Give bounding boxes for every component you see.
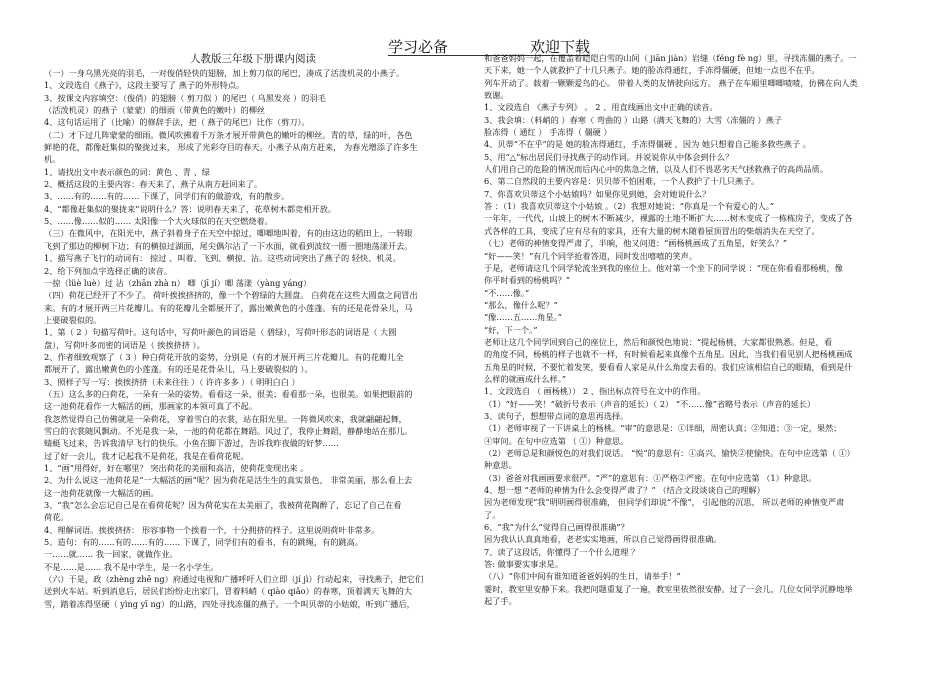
text-line: “像……五……角星。” — [484, 312, 562, 323]
text-line: 1、请找出文中表示颜色的词：黄色 、青 、绿 — [44, 166, 210, 177]
text-line: 一掠（lüè luè）过 沾（zhān zhà n） 唧（jī jí）唧 荡漾（yàng yáng） — [44, 277, 312, 288]
text-line: （一）一身乌黑光亮的羽毛，一对俊俏轻快的翅膀，加上剪刀似的尾巴，凑成了活泼机灵的小燕子。 — [44, 68, 405, 78]
text-line: 种意思。 — [484, 460, 517, 471]
text-line: 你平时看到的杨桃吗？” — [484, 275, 571, 286]
text-line: 起了手。 — [484, 596, 517, 607]
text-line: 1、文段选自《燕子》，这段主要写了 燕子的外形特点。 — [44, 80, 245, 91]
text-line: 5、造句：有的……有的……有的…… 下课了，同学们有的看书，有的跳绳，有的跳高。 — [44, 537, 363, 548]
text-line: （三）在微风中，在阳光中，燕子斜着身子在天空中掠过，唧唧地叫着，有的由这边的稻田上，一转眼 — [44, 228, 413, 239]
text-line: 4、想一想 “老师的神情为什么会变得严肃了？” （结合文段谈谈自己的理解） — [484, 485, 765, 496]
header-left-text: 学习必备 — [388, 38, 449, 56]
text-line: 上要破裂似的。 — [44, 314, 102, 325]
text-line: 4、贝蒂“不在乎”的是 她的脸冻得通红，手冻得僵硬 ，因为 她只想着自己能多救些燕子 。 — [484, 139, 811, 150]
text-line: （七）老师的神情变得严肃了，半晌，他又问道：“画杨桃画成了五角星，好笑么？” — [484, 238, 788, 249]
text-line: 5、……像……似的…… 太阳像一个大火球似的在天空燃烧着。 — [44, 216, 273, 227]
text-line: （1）老师审视了一下讲桌上的杨桃。“审”的意思是：①详细，周密认真；②知道；③一定，果然； — [484, 423, 842, 434]
text-line: 五角星的时候，不要忙着发笑，要看看人家是从什么角度去看的。我们应该相信自己的眼睛，看到是什 — [484, 361, 853, 372]
text-line: 1、“画”用得好，好在哪里？ 突出荷花的美丽和高洁，使荷花变现出来 。 — [44, 463, 309, 473]
text-line: （活泼机灵）的燕子（蒙蒙）的细雨（带黄色的嫩叶）的柳丝 — [44, 105, 266, 116]
text-line: （3）爸爸对我画画要求很严。“严”的意思有：①严格②严密。在句中应选第 （1）种意思。 — [484, 472, 817, 483]
right-column — [484, 52, 902, 670]
text-line: 都展开了，露出嫩黄色的小莲蓬。有的还是花骨朵儿，马上要破裂似的 ）。 — [44, 364, 313, 375]
text-line: 和爸爸妈妈一起，在覆盖着皑皑白雪的山间（ jiān jiàn）岩缝（féng fè ng）里，寻找冻僵的燕子。一 — [484, 53, 857, 63]
text-line: 过了好一会儿，我才记起我不是荷花，我是在看荷花呢。 — [44, 450, 249, 461]
text-line: “好——笑！”有几个同学抢着答道，同时发出嘻嘻的笑声。 — [484, 250, 698, 261]
text-line: 一……就…… 我一回家，就做作业。 — [44, 549, 178, 560]
text-line: （五）这么多的白荷花，一朵有一朵的姿势。看看这一朵，很美；看看那一朵，也很美。如果把眼前的 — [44, 388, 413, 399]
text-line: 答 ：（1）我喜欢贝蒂这个小姑娘 。（2）我想对她说：“你真是一个有爱心的人。” — [484, 201, 775, 212]
text-line: 1、描写燕子飞行的动词有： 掠过 、叫着、飞到、横掠、沾。这些动词突出了燕子的 轻快、机灵。 — [44, 253, 401, 264]
text-line: （六）于是，政（zhèng zhē ng）府通过电视和广播呼吁人们立即（jí jì）行动起来，寻找燕子，把它们 — [44, 574, 424, 585]
text-line: 一年年，一代代，山坡上的树木不断减少，裸露的土地不断扩大……树木变成了一栋栋房子，变成了各 — [484, 213, 853, 224]
text-line: （二）才下过几阵蒙蒙的细雨。微风吹拂着千万条才展开带黄色的嫩叶的柳丝。青的草，绿的叶，各色 — [44, 129, 413, 140]
text-line: （2）老师总是和颜悦色的对我们说话。 “悦”的意思有：①高兴、愉快②使愉快。在句中应选第（ ①） — [484, 448, 855, 458]
text-line: 3、……有的……有的…… 下课了，同学们有的做游戏，有的散步。 — [44, 191, 290, 202]
text-line: 6、第二自然段的主要内容是：贝贝蒂不怕困难，一个人救护了十几只燕子。 — [484, 176, 760, 187]
text-line: 3、按课文内容填空：（俊俏）的翅膀（ 剪刀似 ）的尾巴（ 乌黑发亮 ）的羽毛 — [44, 92, 326, 103]
text-line: 飞到了那边的柳树下边；有的横掠过湖面，尾尖偶尔沾了一下水面，就看到波纹一圈一圈地荡漾开去。 — [44, 240, 413, 251]
text-line: ④审问。在句中应选第 （ ①）种意思。 — [484, 435, 629, 446]
document-title: 人教版三年级下册课内阅读 — [190, 53, 316, 65]
text-line: 这一池荷花看作一大幅活的画，那画家的本领可真了不起。 — [44, 401, 257, 412]
text-line: 盘），写荷叶多而密的词语是（ 挨挨挤挤 ）。 — [44, 339, 205, 350]
text-line: 2、给下列加点字选择正确的读音。 — [44, 265, 173, 276]
text-line: 2、为什么说这一池荷花是“一大幅活的画”呢？因为荷花是活生生的真实景色， 非常美丽，那么看上去 — [44, 475, 413, 486]
text-line: 7、你喜欢贝蒂这个小姑娘吗？如果你见到她，会对她说什么？ — [484, 188, 711, 199]
text-line: 5、用“△”标出居民们寻找燕子的动作词。并说说你从中体会到什么？ — [484, 151, 734, 162]
text-line: 答: 做事要实事求是。 — [484, 559, 564, 570]
text-line: 致谢。 — [484, 90, 509, 101]
text-line: 机。 — [44, 154, 61, 165]
text-line: （1）“好——笑！”破折号表示（声音的延长）（ 2） “不……像”省略号表示（声音的延长） — [484, 398, 816, 409]
text-line: 鲜艳的花，都像赶集似的聚拢过来， 形成了光彩夺目的春天。小燕子从南方赶来， 为春光增添了许多生 — [44, 142, 418, 153]
text-line: 3、照样子写一写：挨挨挤挤（未来往往 ）（ 许许多多 ）（ 明明白白 ） — [44, 376, 300, 387]
text-line: 送到火车站。听到消息后，居民们纷纷走出家门，冒着料峭（ qiào qiǎo）的春寒，顶着满天飞舞的大 — [44, 586, 413, 597]
text-line: “那么，像什么呢？” — [484, 299, 558, 310]
text-line: 霎时，教室里安静下来。我把问题重复了一遍，教室里依然很安静。过了一会儿，几位女同学沉静地举 — [484, 583, 853, 594]
text-line: 4、“都像赶集似的聚拢来”说明什么？答：说明春天来了，花草树木都竞相开放。 — [44, 203, 336, 214]
text-line: 我忽然觉得自己仿佛就是一朵荷花， 穿着雪白的衣裳，站在阳光里。一阵微风吹来，我就翩翩起舞， — [44, 413, 407, 424]
text-line: 荷花。 — [44, 512, 69, 523]
text-line: 因为我认认真真地看，老老实实地画，所以自己觉得画得很准确。 — [484, 534, 722, 545]
text-line: 4、理解词语。挨挨挤挤： 形容事物一个挨着一个，十分拥挤的样子。这里说明荷叶非常多。 — [44, 524, 380, 535]
text-line: 式各样的工具，变成了应有尽有的家具，还有大量的树木随着屋顶冒出的柴烟消失在天空了。 — [484, 225, 820, 236]
text-line: 雪，踏着冻得坚硬（ yìng yī ng）的山路，四处寻找冻僵的燕子。一个叫贝蒂的小姑娘，听到广播后， — [44, 598, 415, 609]
text-line: 脸冻得（ 通红 ） 手冻得（ 僵硬 ） — [484, 127, 612, 138]
text-line: 么样的就画成什么样。” — [484, 373, 566, 384]
text-line: 老师让这几个同学回到自己的座位上，然后和颜悦色地说：“提起杨桃，大家都很熟悉。但是，看 — [484, 336, 833, 347]
text-line: 天下来，她一个人就救护了十几只燕子。她的脸冻得通红，手冻得僵硬，但她一点也不在乎。 — [484, 65, 820, 76]
text-line: 蜻蜓飞过来，告诉我清早飞行的快乐。小鱼在脚下游过，告诉我昨夜做的好梦…… — [44, 438, 339, 449]
text-line: 的角度不同，杨桃的样子也就不一样，有时候看起来真像个五角星。因此，当我们看见别人把杨桃画成 — [484, 349, 853, 360]
text-line: 来。有的才展开两三片花瓣儿。有的花瓣儿全都展开了，露出嫩黄色的小莲蓬。有的还是花骨朵儿，马 — [44, 302, 413, 313]
text-line: 这一池荷花就像一大幅活的画。 — [44, 487, 159, 498]
text-line: “好，下一个。” — [484, 324, 538, 335]
left-column — [44, 52, 462, 670]
text-line: 人们用自己的危险的情况而后内心中的焦急之情，以及人们不畏恶劣天气拯救燕子的高尚品质。 — [484, 164, 828, 175]
text-line: 了。 — [484, 509, 501, 520]
text-line: 6、“我”为什么“觉得自己画得很准确”？ — [484, 522, 629, 533]
text-line: （八）“你们中间有谁知道爸爸妈妈的生日，请举手！” — [484, 571, 681, 582]
header-right-text: 欢迎下载 — [530, 38, 591, 56]
text-line: 1、第（ 2 ）句描写荷叶。这句话中，写荷叶颜色的词语是（ 碧绿），写荷叶形态的词语是（ 大圆 — [44, 327, 397, 338]
text-line: 3、“我”怎么会忘记自己是在看荷花呢？因为荷花实在太美丽了，我被荷花陶醉了，忘记了自己在看 — [44, 500, 402, 511]
text-line: 1、文段选自 《燕子专列》 。 2 、用直线画出文中正确的读音。 — [484, 102, 718, 113]
text-line: 不是……是…… 我不是中学生，是一名小学生。 — [44, 561, 219, 572]
text-line: 3、我会填：（料峭的 ）春寒（ 弯曲的 ）山路（满天飞舞的）大雪（冻僵的 ）燕子 — [484, 114, 783, 125]
text-line: “不……像。” — [484, 287, 530, 298]
text-line: 列车开动了。载着一颗颗爱鸟的心。 带着人类的友情驶向远方。 燕子在车厢里唧唧喳喳，仿佛在向人类 — [484, 77, 858, 88]
text-line: 2、作者细致观察了（ 3 ）种白荷花开放的姿势，分别是（有的才展开两三片花瓣儿。有的花瓣儿全 — [44, 351, 404, 362]
text-line: 1、文段选自 （ 画杨桃）） 2 、指出标点符号在文中的作用。 — [484, 386, 706, 397]
text-line: 3、读句子，想想带点词的意思再选择。 — [484, 410, 629, 421]
text-line: （四）荷花已经开了不少了。 荷叶挨挨挤挤的，像一个个碧绿的大圆盘。 白荷花在这些大圆盘之间冒出 — [44, 290, 418, 301]
text-line: 2、概括这段的主要内容：春天来了，燕子从南方赶回来了。 — [44, 179, 263, 190]
text-line: 4、这句话运用了（比喻）的修辞手法，把（ 燕子的尾巴）比作（剪刀）。 — [44, 117, 310, 128]
text-line: 雪白的衣裳随风飘动。不光是我一朵，一池的荷花都在舞蹈。风过了，我停止舞蹈，静静地站在那儿。 — [44, 425, 413, 436]
text-line: 于是，老师请这几个同学轮流坐到我的座位上。他对第一个坐下的同学说 ：“现在你看看那杨桃，像 — [484, 262, 843, 273]
text-line: 因为老师发现“我”明明画得很准确， 但同学们却说“不像”， 引起他的沉思， 所以老师的神情变严肃 — [484, 497, 845, 508]
text-line: 7、读了这段话，你懂得了一个什么道理 ？ — [484, 546, 640, 557]
